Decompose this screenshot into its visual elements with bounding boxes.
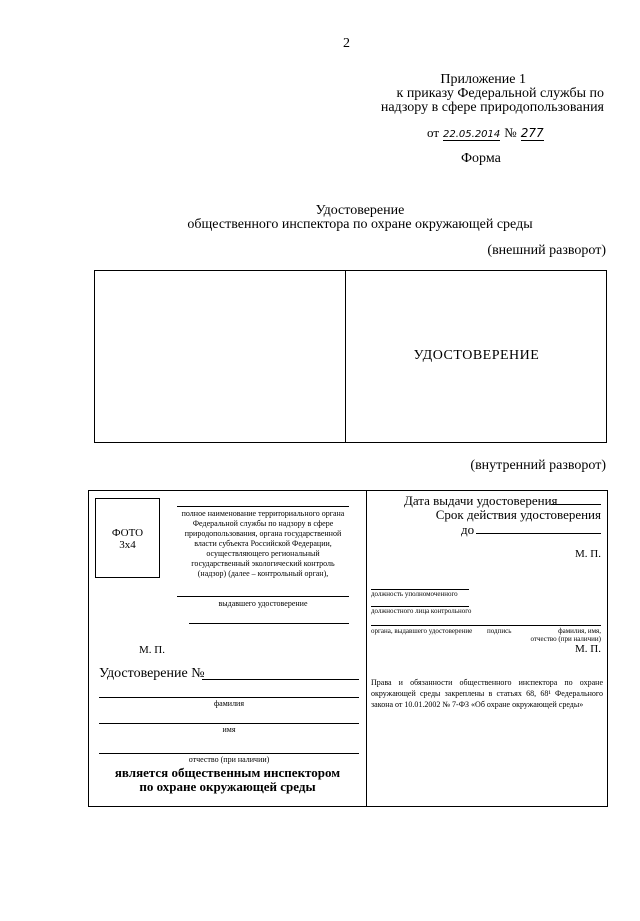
photo-label: ФОТО [111, 527, 144, 539]
signature-label: подпись [487, 627, 512, 635]
issued-by-line2 [189, 623, 349, 624]
outer-divider [345, 271, 346, 442]
surname-label: фамилия [213, 699, 245, 708]
org-description: полное наименование территориального органа Федеральной службы по надзору в сфере природопользования, органа государственной власти субъекта Российской Федерации, осуществляющего региональный государственный экологический контроль (надзор) (далее – контрольный орган), [181, 509, 345, 578]
issued-by: выдавшего удостоверение [218, 599, 308, 608]
issue-date-line [551, 504, 601, 505]
outer-right-title: УДОСТОВЕРЕНИЕ [413, 348, 540, 363]
doc-title-line2: общественного инспектора по охране окружающей среды [187, 217, 533, 232]
inspector-statement-line1: является общественным инспектором [114, 765, 341, 780]
patronymic-line [99, 753, 359, 754]
order-date-number [427, 124, 547, 140]
fio-label-2: отчество (при наличии) [530, 635, 601, 643]
appendix-line1: к приказу Федеральной службы по [396, 86, 604, 101]
until-label: до [461, 522, 475, 537]
page-number: 2 [343, 36, 350, 51]
doc-title-line1: Удостоверение [315, 203, 405, 218]
authorized-position: должность уполномоченного [371, 590, 458, 598]
cert-number-label: Удостоверение № [99, 666, 205, 681]
name-label: имя [222, 725, 236, 734]
outer-spread [94, 270, 607, 443]
date-prefix: от [427, 125, 440, 140]
form-label: Форма [461, 151, 501, 166]
appendix-line2: надзору в сфере природопользования [380, 100, 604, 115]
issued-by-line [177, 596, 349, 597]
patronymic-label: отчество (при наличии) [188, 755, 270, 764]
outer-spread-label: (внешний разворот) [487, 243, 606, 258]
appendix-title: Приложение 1 [440, 72, 526, 87]
number-prefix: № [504, 125, 517, 140]
left-stamp: М. П. [139, 644, 165, 656]
fio-label-1: фамилия, имя, [558, 627, 601, 635]
name-line [99, 723, 359, 724]
photo-size: 3x4 [119, 539, 136, 551]
inner-spread [88, 490, 608, 807]
right-stamp-1: М. П. [575, 548, 601, 560]
right-stamp-2: М. П. [575, 643, 601, 655]
date-value: 22.05.2014 [443, 129, 501, 140]
validity-label: Срок действия удостоверения [435, 507, 601, 522]
body-issued-label: органа, выдавшего удостоверение [371, 627, 473, 635]
issue-date-label: Дата выдачи удостоверения [404, 493, 558, 508]
rights-text: Права и обязанности общественного инспектора по охране окружающей среды закреплены в статьях 68, 68¹ Федерального закона от 10.01.2002 № 7-ФЗ «Об охране окружающей среды» [371, 678, 603, 709]
until-line [476, 533, 601, 534]
cert-number-line [202, 679, 359, 680]
photo-box [95, 498, 160, 578]
signature-line [371, 625, 601, 626]
number-value: 277 [520, 126, 544, 140]
org-line-top [177, 506, 349, 507]
inner-divider [366, 491, 367, 806]
surname-line [99, 697, 359, 698]
inspector-statement-line2: по охране окружающей среды [139, 779, 316, 794]
official-position: должностного лица контрольного [371, 607, 472, 615]
inner-spread-label: (внутренний разворот) [470, 458, 606, 473]
